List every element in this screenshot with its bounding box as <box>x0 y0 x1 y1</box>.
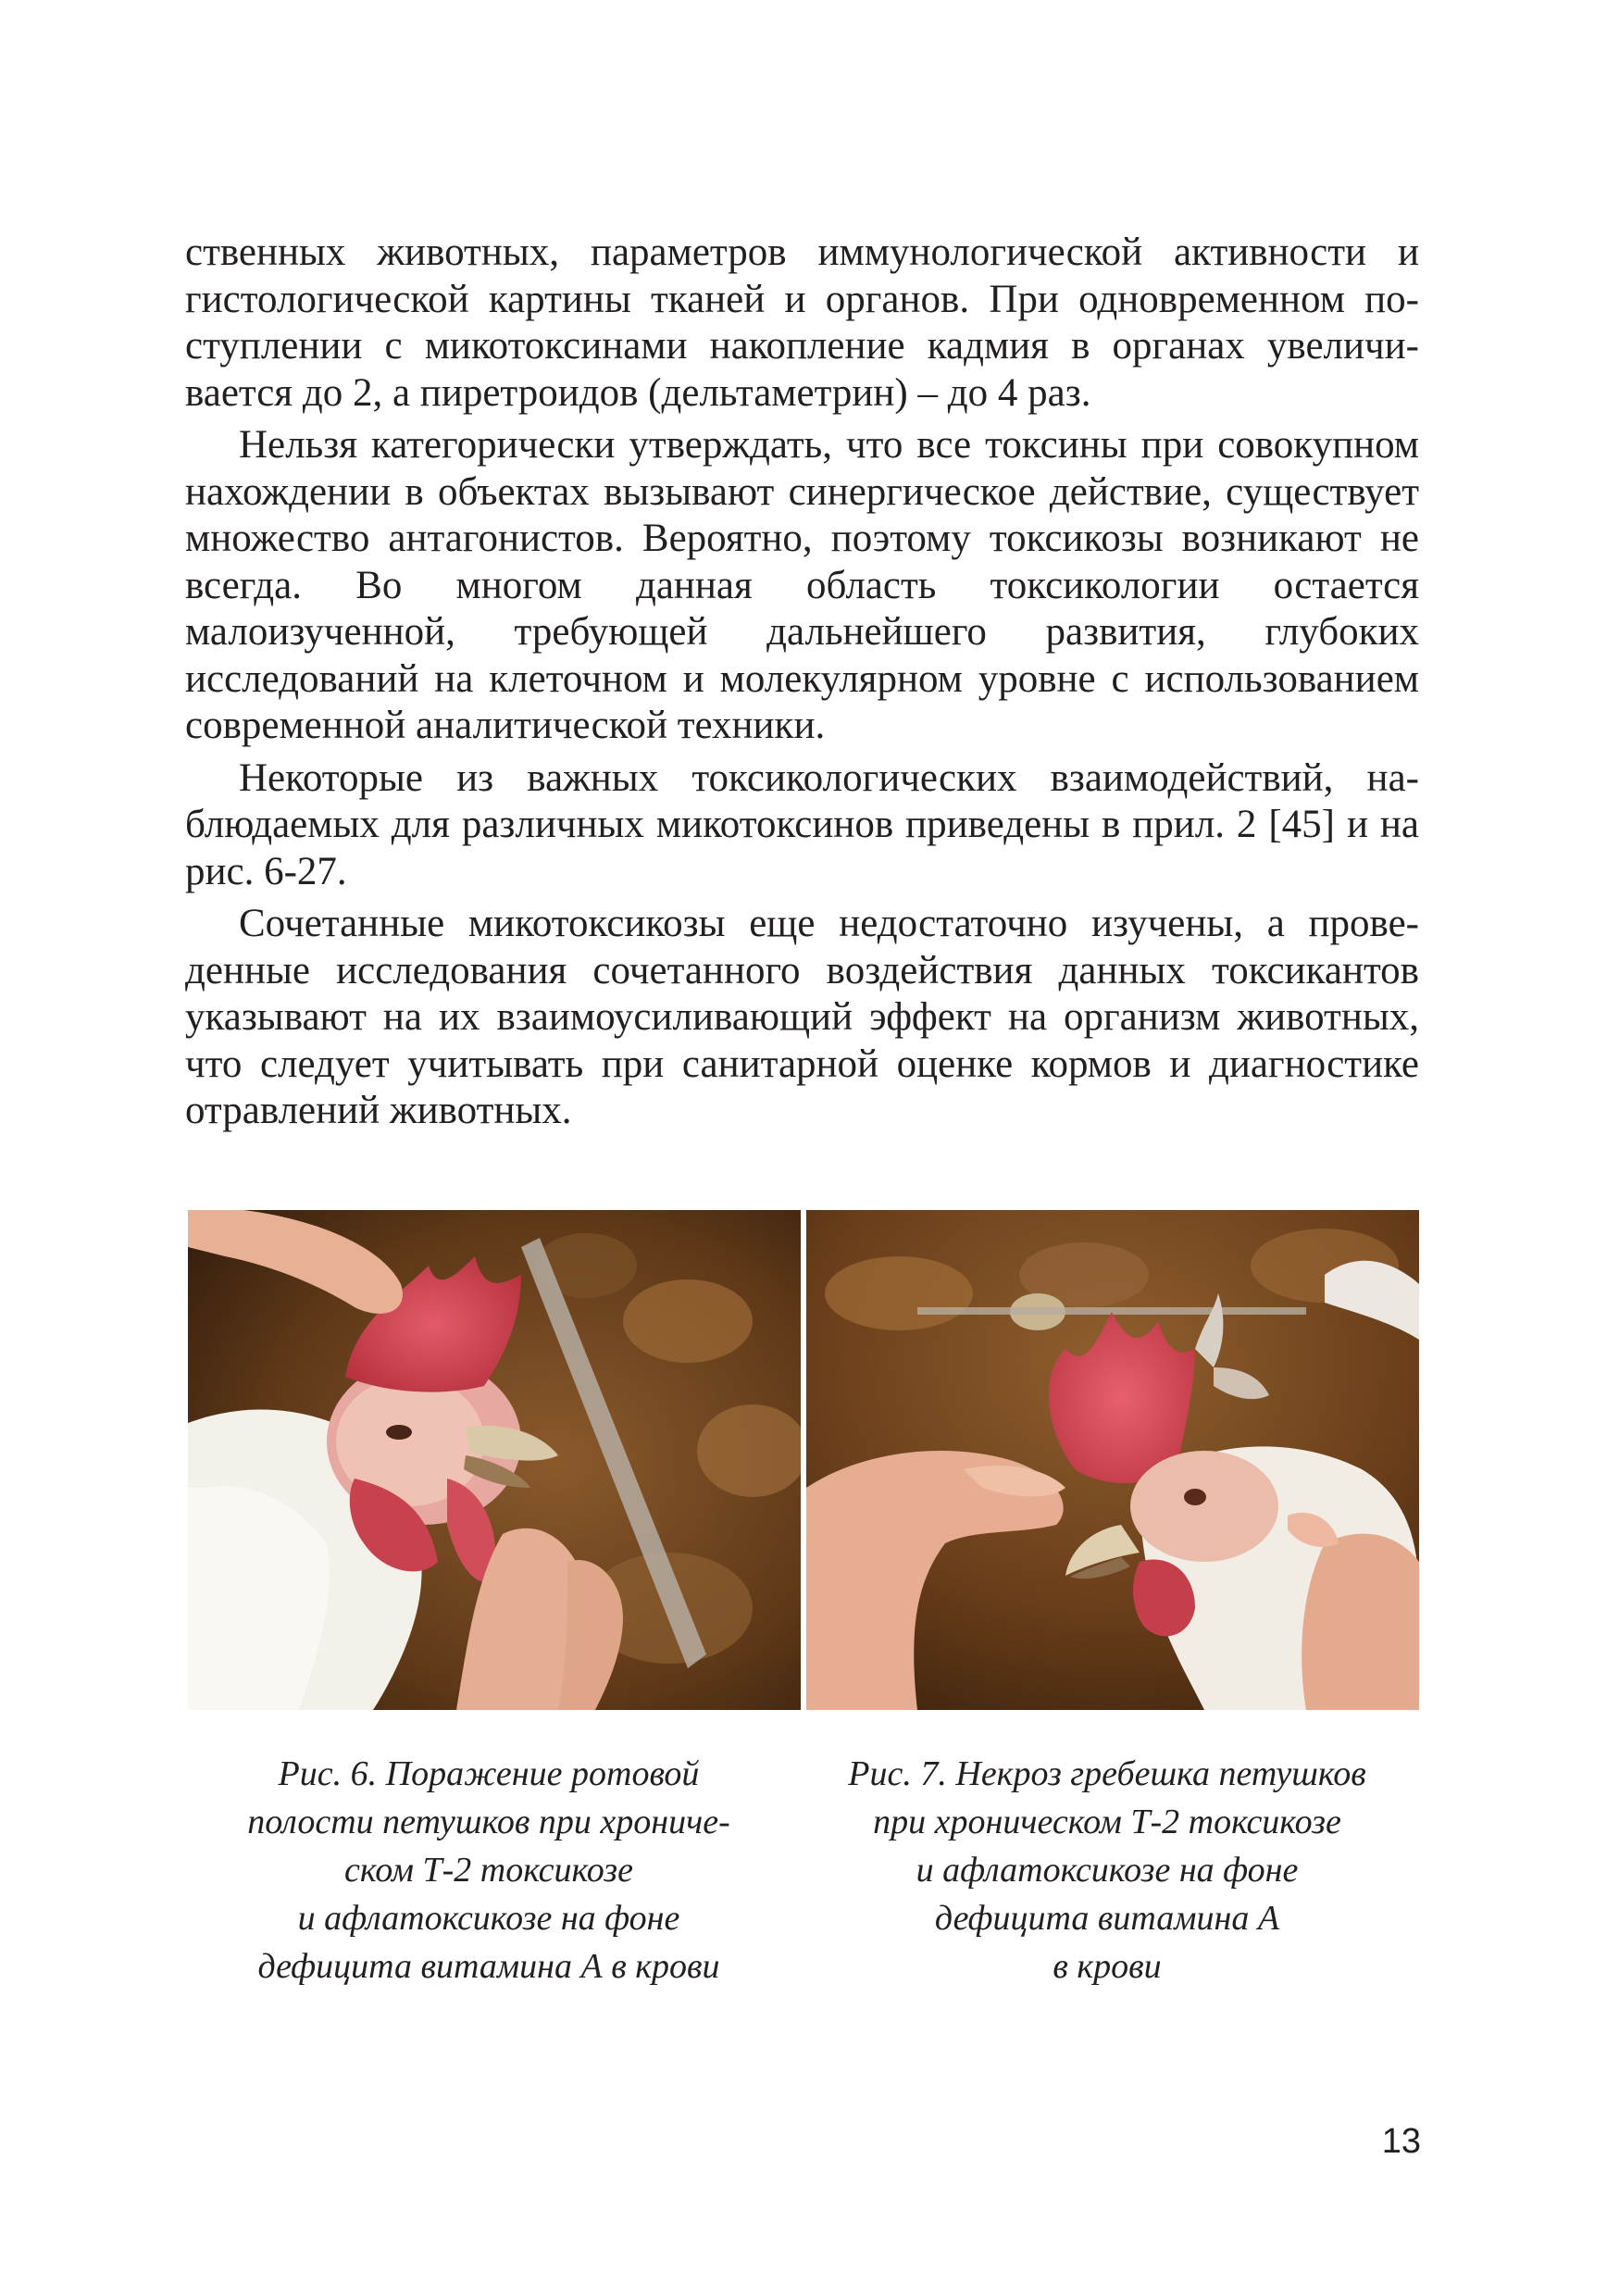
caption-line: в крови <box>1053 1947 1162 1986</box>
caption-line: при хроническом Т-2 токсикозе <box>873 1803 1341 1841</box>
caption-line: полости петушков при хрониче- <box>247 1803 730 1841</box>
figure-7-caption <box>811 1750 1403 1990</box>
paragraph-2: Нельзя категорически утверждать, что все токсины при совокупном нахождении в объектах вызывают синергическое действие, существует множество антагонистов. Вероятно, поэтому токсикозы возникают не всегда. Во многом данная область токсикологии остается малоизученной, требующей дальнейшего развития, глубоких исследований на клеточном и молекулярном уровне с использованием современной аналитической техники. <box>185 423 1419 747</box>
paragraph-1: ственных животных, параметров иммунологической активности и гистологической картины тканей и органов. При одновременном поступлении с микотоксинами накопление кадмия в органах увеличивается до 2, а пиретроидов (дельтаметрин) – до 4 раз. <box>185 231 1419 415</box>
figure-6-caption <box>193 1750 785 1990</box>
caption-line: дефицита витамина А в крови <box>257 1947 720 1986</box>
figure-6-photo <box>188 1210 801 1710</box>
caption-line: дефицита витамина А <box>934 1899 1280 1938</box>
caption-line: и афлатоксикозе на фоне <box>297 1899 680 1938</box>
paragraph-3: Некоторые из важных токсикологических взаимодействий, наблюдаемых для различных микотоксинов приведены в прил. 2 [45] и на рис. 6-27. <box>185 755 1419 893</box>
page-number: 13 <box>1381 2122 1421 2161</box>
caption-line: и афлатоксикозе на фоне <box>916 1851 1299 1890</box>
paragraph-4: Сочетанные микотоксикозы еще недостаточно изучены, а проведенные исследования сочетанного воздействия данных токсикантов указывают на их взаимоусиливающий эффект на организм животных, что следует учитывать при санитарной оценке кормов и диагностике отравлений животных. <box>185 902 1419 1132</box>
caption-line: ском Т-2 токсикозе <box>344 1851 633 1890</box>
caption-line: Рис. 7. Некроз гребешка петушков <box>848 1754 1366 1793</box>
caption-line: Рис. 6. Поражение ротовой <box>278 1754 700 1793</box>
figure-7-photo <box>806 1210 1419 1710</box>
body-text <box>185 230 1419 1135</box>
figures-row <box>188 1210 1419 1710</box>
